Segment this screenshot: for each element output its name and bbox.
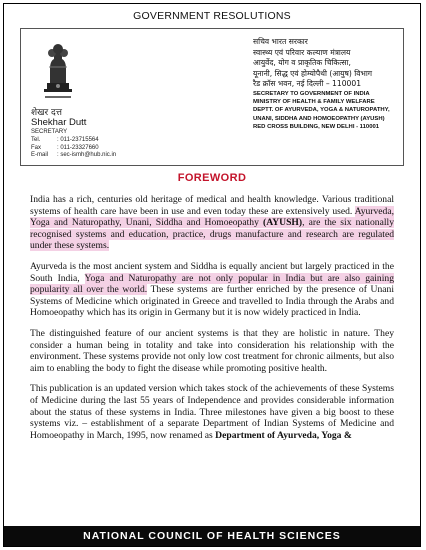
- paragraph-2: [30, 261, 394, 319]
- contact-email: [31, 152, 116, 160]
- tel-label: Tel.: [31, 137, 41, 143]
- p1-highlight-text: Ayurveda, Yoga and Naturopathy, Unani, Siddha and Homoeopathy: [30, 205, 394, 229]
- paragraph-1: [30, 194, 394, 252]
- office-english-line: MINISTRY OF HEALTH & FAMILY WELFARE: [253, 98, 375, 105]
- office-hindi-line: स्वास्थ्य एवं परिवार कल्याण मंत्रालय: [253, 47, 351, 57]
- p4-bold: Department of Ayurveda, Yoga &: [215, 429, 352, 441]
- office-english-line: UNANI, SIDDHA AND HOMOEOPATHY (AYUSH): [253, 115, 385, 122]
- paragraph-3: The distinguished feature of our ancient systems is that they are holistic in nature. They consider a human being in totality and take into consideration his relationship with the environment. These systems provide not only low cost treatment for chronic ailments, but also aim to enabling the body to fight the disease while promoting positive health.: [30, 327, 394, 374]
- foreword-body: [30, 194, 394, 450]
- p1-ayush-bold: (AYUSH): [263, 217, 303, 229]
- p4-text: This publication is an updated version which takes stock of the achievements of these Systems of Medicine during the last 55 years of Independence and provides considerable information about the status of these systems in India. Three milestones have given a big boost to these systems viz. – establishment of a separate Department of Indian Systems of Medicine and Homoeopathy in March, 1995, now renamed as: [30, 383, 394, 441]
- email-value: : sec-ismh@hub.nic.in: [57, 152, 117, 158]
- office-english-line: DEPTT. OF AYURVEDA, YOGA & NATUROPATHY,: [253, 107, 390, 114]
- page-frame: [3, 3, 421, 547]
- office-english-line: RED CROSS BUILDING, NEW DELHI - 110001: [253, 124, 380, 131]
- office-address: [253, 37, 421, 132]
- email-label: E-mail: [31, 152, 49, 158]
- foreword-heading: FOREWORD: [177, 172, 247, 184]
- p2-highlight: Yoga and Naturopathy are not only popular in India but are also gaining popularity all over the world.: [30, 272, 394, 296]
- page-header-title: GOVERNMENT RESOLUTIONS: [133, 10, 291, 22]
- secretary-name-hindi: शेखर दत्त: [31, 108, 63, 118]
- office-english-line: SECRETARY TO GOVERNMENT OF INDIA: [253, 90, 370, 97]
- secretary-name: Shekhar Dutt: [31, 117, 87, 128]
- p1-highlight-rest: , are the six nationally recognised systems and education, practice, drugs manufacture and research are regulated under these systems.: [30, 217, 394, 252]
- paragraph-4: [30, 383, 394, 441]
- office-hindi-line: आयुर्वेद, योग व प्राकृतिक चिकित्सा,: [253, 58, 351, 67]
- office-hindi-line: रैड क्रॉस भवन, नई दिल्ली – 110001: [253, 79, 362, 88]
- office-hindi-line: सचिव भारत सरकार: [253, 37, 308, 46]
- letterhead: [20, 28, 404, 166]
- office-hindi-line: यूनानी, सिद्ध एवं होम्योपैथी (आयुष) विभाग: [253, 68, 373, 78]
- footer-banner: NATIONAL COUNCIL OF HEALTH SCIENCES: [4, 526, 420, 546]
- fax-label: Fax: [31, 144, 42, 151]
- p1-text: India has a rich, centuries old heritage of medical and health knowledge. Various traditional systems of health care have been in use and even today these are extensively used.: [30, 194, 394, 217]
- contact-tel: [31, 137, 116, 145]
- secretary-role: SECRETARY: [31, 129, 68, 135]
- national-emblem-icon: [39, 39, 77, 101]
- fax-value: : 011-23327660: [57, 144, 99, 151]
- p2-text: Ayurveda is the most ancient system and Siddha is equally ancient but largely practiced in the South India,: [30, 260, 394, 284]
- contact-fax: [31, 145, 116, 153]
- contact-block: [31, 137, 116, 160]
- p2-rest: These systems are further enriched by the presence of Unani Systems of Medicine which originated in Greece and travelled to India through the Arabs and Homoeopathy which has its origin in Germany but it is now widely practiced in India.: [30, 284, 394, 319]
- tel-value: : 011-23715564: [57, 137, 99, 143]
